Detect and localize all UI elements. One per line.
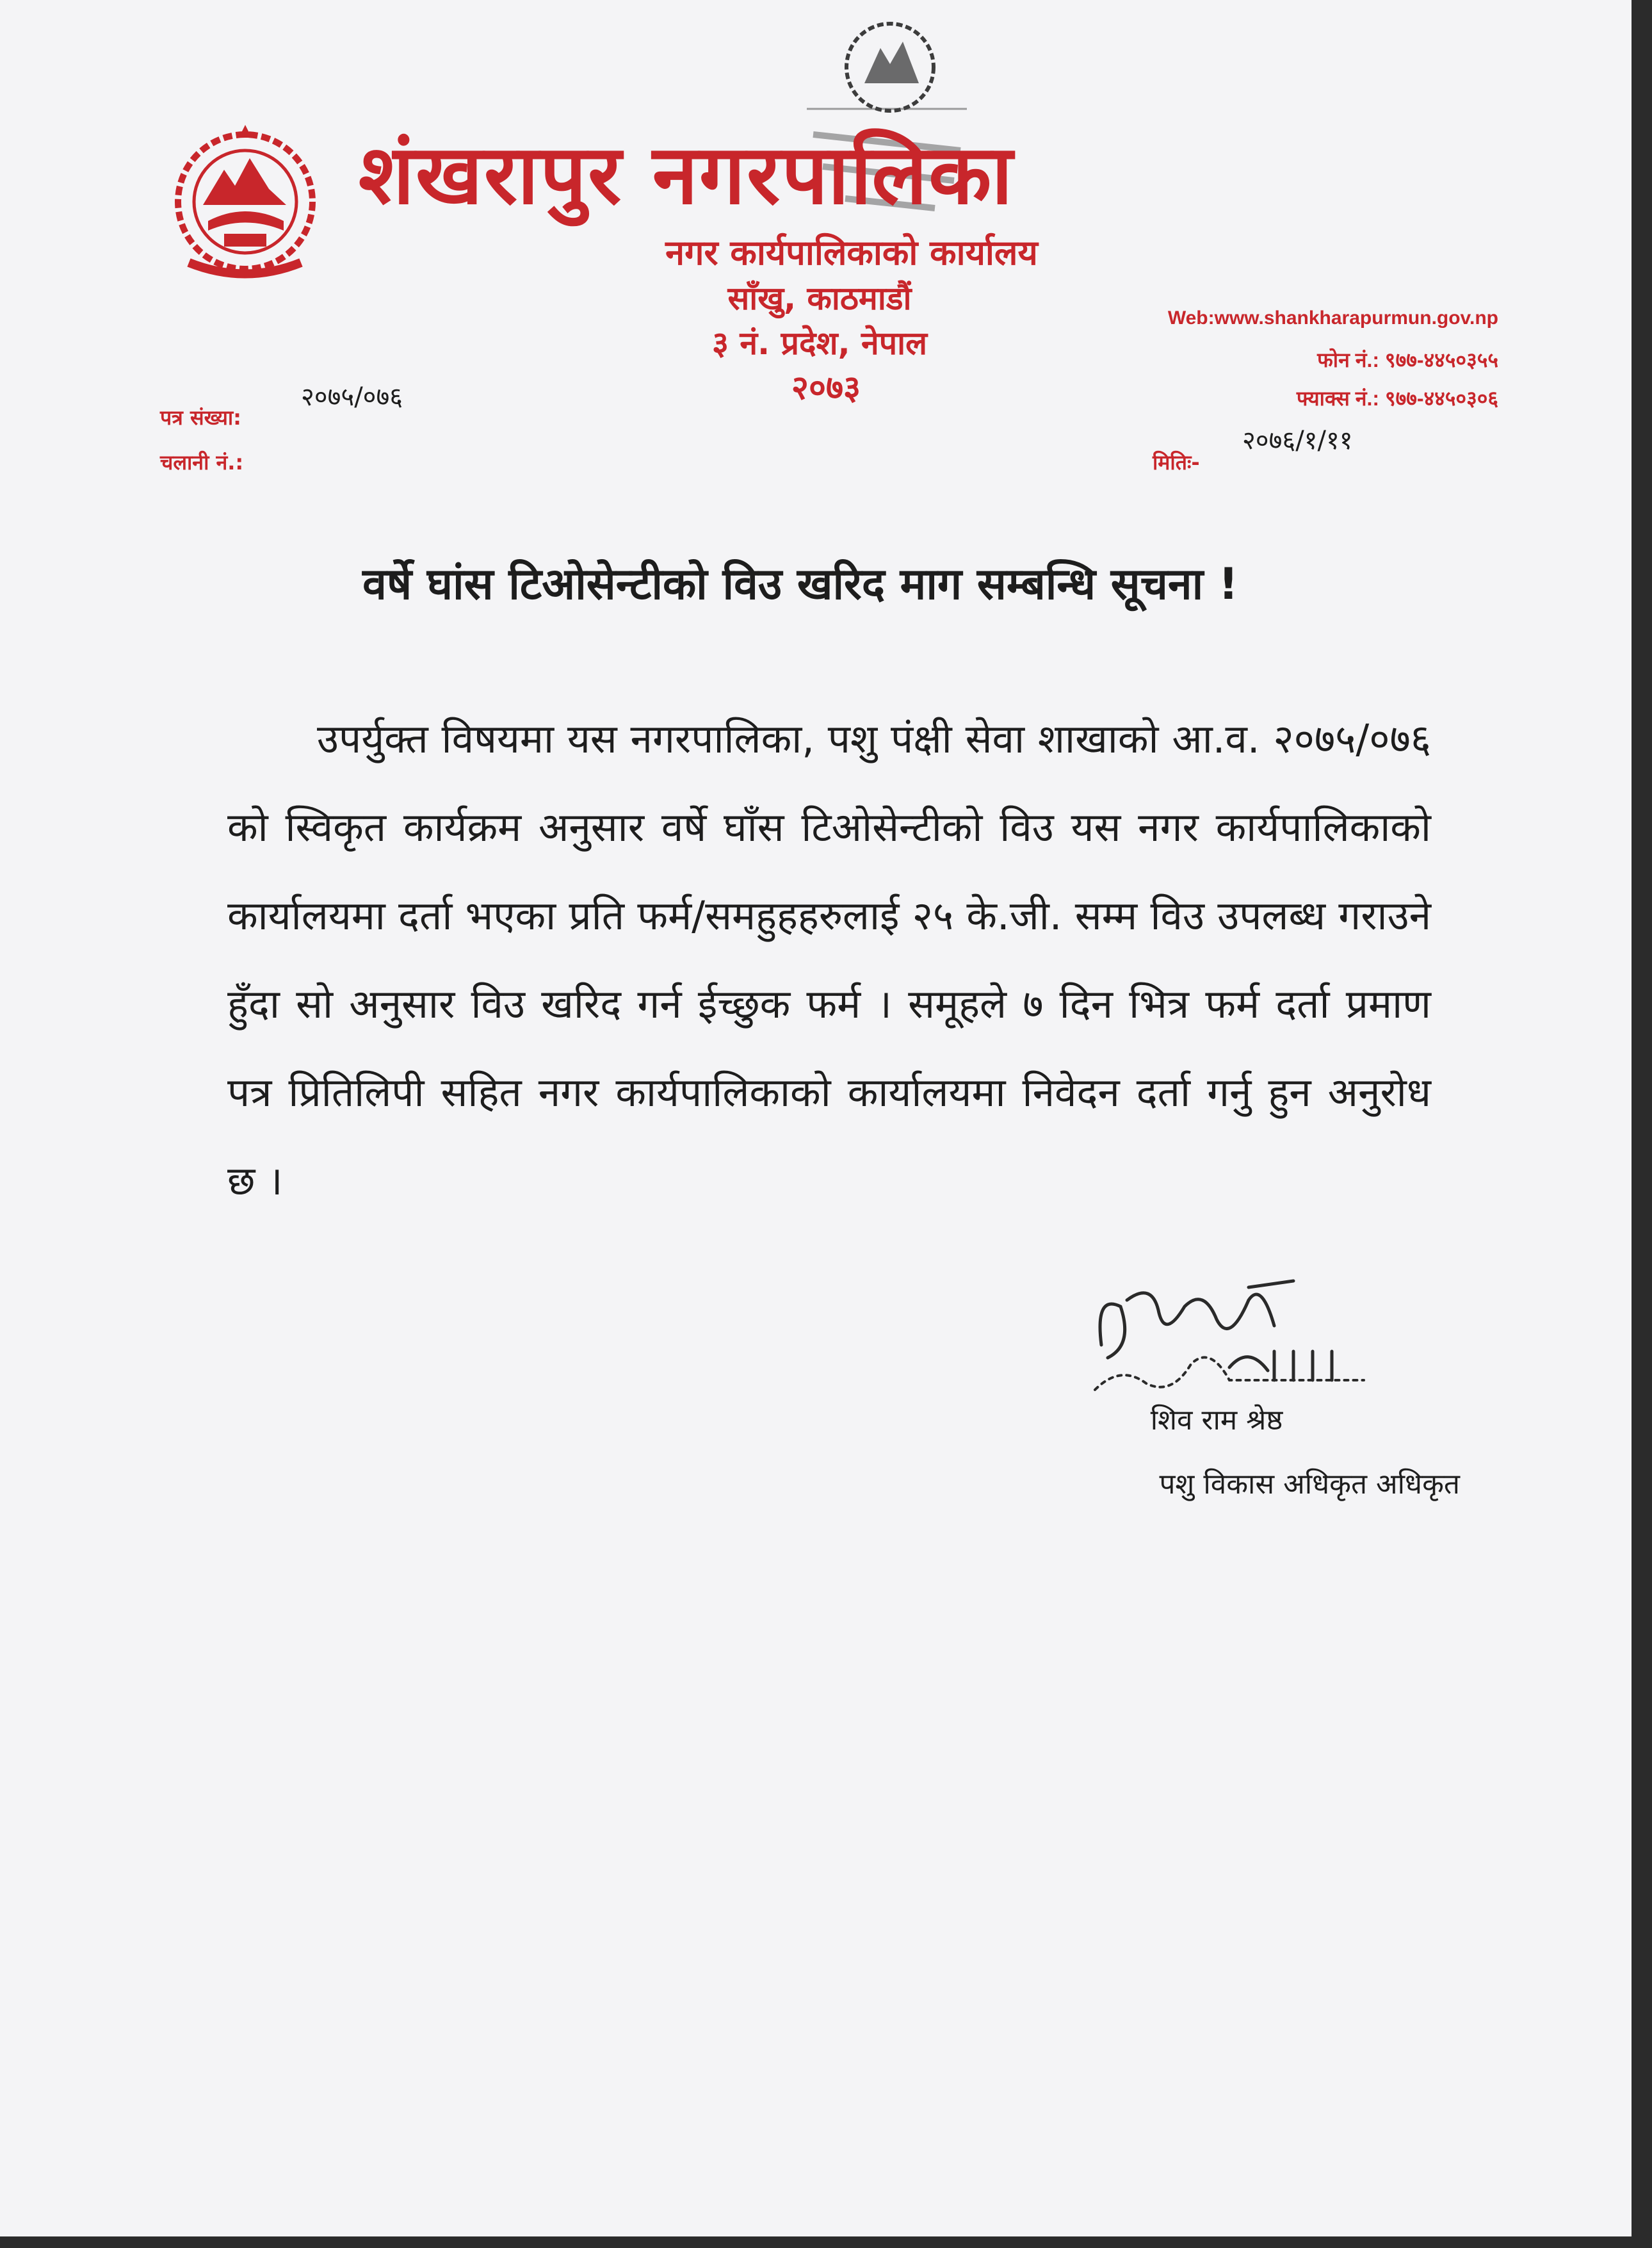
nepal-emblem-icon xyxy=(163,125,327,282)
organization-name: शंखरापुर नगरपालिका xyxy=(359,127,1014,223)
address-line-2: ३ नं. प्रदेश, नेपाल xyxy=(712,325,927,362)
fax-number: फ्याक्स नं.: ९७७-४४५०३०६ xyxy=(1296,387,1498,410)
reference-value: २०७५/०७६ xyxy=(301,382,403,412)
signer-designation: पशु विकास अधिकृत अधिकृत xyxy=(1159,1468,1460,1501)
date-value: २०७६/१/११ xyxy=(1242,426,1353,455)
reference-label: पत्र संख्या: xyxy=(160,405,241,430)
website-text: Web:www.shankharapurmun.gov.np xyxy=(1167,307,1498,329)
phone-number: फोन नं.: ९७७-४४५०३५५ xyxy=(1317,348,1498,371)
signer-name: शिव राम श्रेष्ठ xyxy=(1150,1404,1283,1437)
notice-subject: वर्षे घांस टिओसेन्टीको विउ खरिद माग सम्बन्धि सूचना ! xyxy=(362,559,1238,610)
established-year: २०७३ xyxy=(791,369,861,407)
address-line-1: साँखु, काठमाडौं xyxy=(727,280,912,317)
date-label: मितिः- xyxy=(1153,450,1200,475)
notice-body: उपर्युक्त विषयमा यस नगरपालिका, पशु पंक्षी सेवा शाखाको आ.व. २०७५/०७६ को स्विकृत कार्यक्रम अनुसार वर्षे घाँस टिओसेन्टीको विउ यस नगर कार्यपालिकाको कार्यालयमा दर्ता भएका प्रति फर्म/समहुहहरुलाई २५ के.जी. सम्म विउ उपलब्ध गराउने हुँदा सो अनुसार विउ खरिद गर्न ईच्छुक फर्म । समूहले ७ दिन भित्र फर्म दर्ता प्रमाण पत्र प्रितिलिपी सहित नगर कार्यपालिकाको कार्यालयमा निवेदन दर्ता गर्नु हुन अनुरोध छ । xyxy=(227,715,1431,1204)
handwritten-signature-icon xyxy=(1082,1268,1383,1415)
office-name: नगर कार्यपालिकाको कार्यालय xyxy=(665,232,1038,273)
dispatch-label: चलानी नं.: xyxy=(160,450,244,475)
